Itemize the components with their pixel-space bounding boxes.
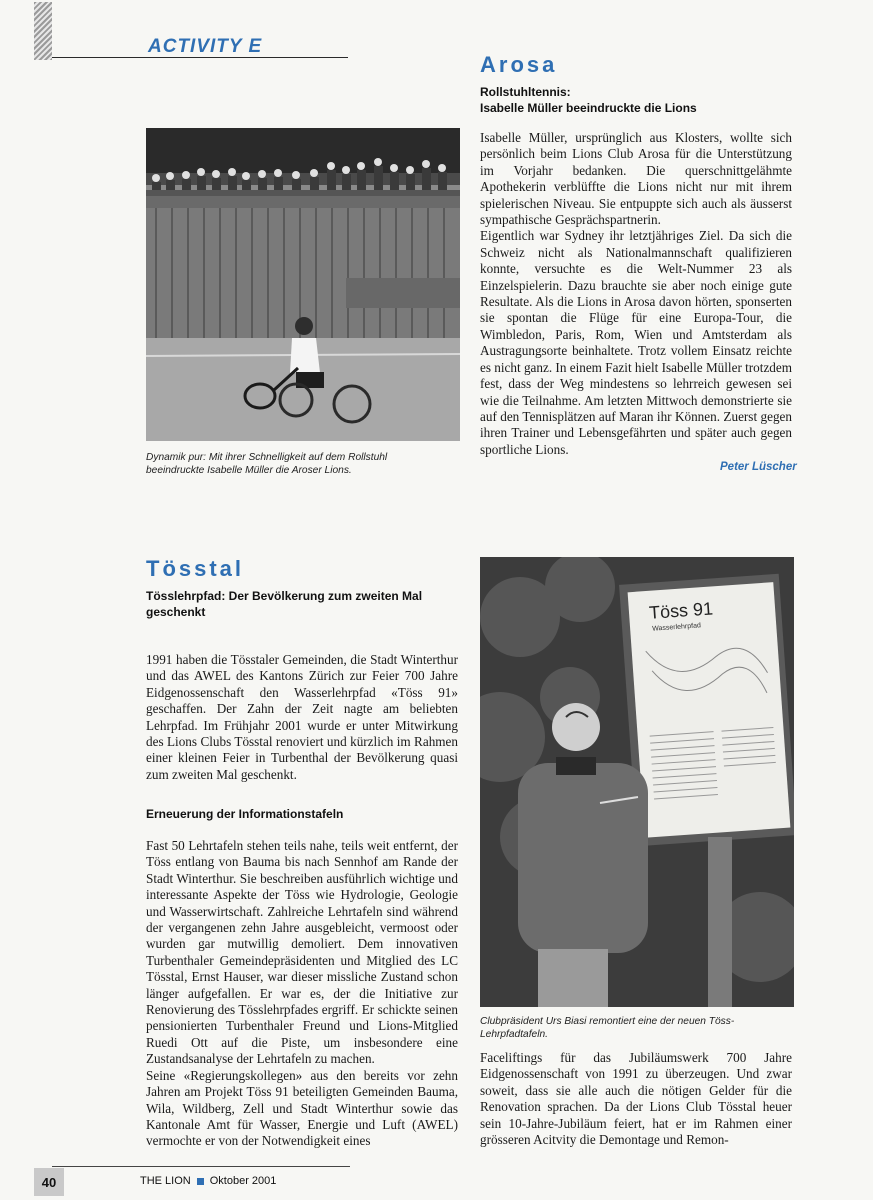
wheelchair-tennis-illustration (146, 128, 460, 441)
toesstal-continuation (480, 1050, 792, 1148)
sign-repair-illustration (480, 557, 794, 1007)
footer (140, 1175, 276, 1187)
square-bullet-icon (197, 1178, 204, 1185)
arosa-paragraph-1: Isabelle Müller, ursprünglich aus Klosters, wollte sich persönlich beim Lions Club Arosa für die Unterstützung im Vorjahr bedanken. Die querschnittgelähmte Apothekerin verblüffte die Lions nicht nur mit ihrem spielerischen Niveau. Sie entpuppte sich auch als äusserst sympathische Gesprächspartnerin. (480, 130, 792, 228)
toesstal-intro-paragraph: 1991 haben die Tösstaler Gemeinden, die Stadt Winterthur und das AWEL des Kantons Zürich zur Feier 700 Jahre Eidgenossenschaft den Wasserlehrpfad «Töss 91» geschaffen. Der Zahn der Zeit nagte am beliebten Lehrpfad. Im Frühjahr 2001 wurde er unter Mitwirkung des Lions Clubs Tösstal renoviert und kürzlich im Rahmen einer kleinen Feier in Turbenthal der Bevölkerung quasi zum zweiten Mal geschenkt. (146, 652, 458, 782)
arosa-subtitle-line2: Isabelle Müller beeindruckte die Lions (480, 101, 697, 115)
toesstal-continuation-paragraph: Faceliftings für das Jubiläumswerk 700 Jahre Eidgenossenschaft von 1991 zu überzeugen. Und zwar soweit, dass sie alle auch die nötigen Gelder für die Renovation sprachen. Da der Lions Club Tösstal heuer sein 10-Jahre-Jubiläum feiert, hat er im Rahmen einer grösseren Acitvity die Demontage und Remon- (480, 1050, 792, 1148)
arosa-body (480, 130, 792, 458)
arosa-paragraph-2: Eigentlich war Sydney ihr letztjähriges Ziel. Da sich die Schweiz nicht als Nationalmannschaft qualifizieren konnte, versuchte es die Welt-Nummer 23 als Einzelspielerin. Dazu brauchte sie aber noch einige gute Resultate. Als die Lions in Arosa davon hörten, sponserten sie spontan die Flüge für eine Europa-Tour, die Wimbledon, Paris, Rom, Wien und Amtsterdam als Austragungsorte beinhaltete. Trotz vollem Einsatz reichte es nicht ganz. In einem Fazit hielt Isabelle Müller trotzdem fest, dass der Weg mindestens so lehrreich gewesen sei wie die Teilnahme. Am letzten Mittwoch demonstrierte sie auf den Tennisplätzen auf Maran ihr Können. Zuerst gegen ihren Trainer und Lebensgefährten und später auch gegen sportliche Lions. (480, 228, 792, 457)
arosa-photo-caption: Dynamik pur: Mit ihrer Schnelligkeit auf dem Rollstuhl beeindruckte Isabelle Müller die Aroser Lions. (146, 452, 388, 476)
page-number: 40 (34, 1168, 64, 1196)
magazine-name: THE LION (140, 1175, 191, 1187)
footer-rule (52, 1166, 350, 1167)
header-rule (52, 57, 348, 58)
toesstal-photo (480, 557, 794, 1007)
toesstal-intro (146, 652, 458, 783)
toesstal-paragraph-1: Fast 50 Lehrtafeln stehen teils nahe, teils weit entfernt, der Töss entlang von Bauma bis nach Sennhof am Rande der Stadt Winterthur. Sie beschreiben ausführlich wichtige und interessante Aspekte der Töss wie Hydrologie, Geologie und Wasserwirtschaft. Zahlreiche Lehrtafeln sind während der vergangenen zehn Jahre ausgebleicht, vermoost oder wurden gar mutwillig demoliert. Dem innovativen Turbenthaler Gemeindepräsidenten und Mitglied des LC Tösstal, Ernst Hauser, war dieser missliche Zustand schon länger aufgefallen. Er war es, der die Initiative zur Renovierung des Tösslehrpfades ergriff. Er schickte seinen pensionierten Turbenthaler Freund und Lions-Mitglied Ruedi Ott auf die Piste, um insbesondere eine Zustandsanalyse der Lehrtafeln zu machen. (146, 838, 458, 1067)
sign-title: Töss 91 (648, 598, 714, 623)
toesstal-body (146, 838, 458, 1150)
toesstal-paragraph-2: Seine «Regierungskollegen» aus den bereits vor zehn Jahren am Projekt Töss 91 beteiligten Gemeinden Bauma, Wila, Wildberg, Zell und Stadt Winterthur sowie das Kantonale Amt für Wasser, Energie und Luft (AWEL) vermochte er von der Notwendigkeit eines (146, 1067, 458, 1149)
toesstal-subheading: Erneuerung der Informationstafeln (146, 807, 344, 821)
arosa-heading: Arosa (480, 52, 558, 77)
toesstal-photo-caption: Clubpräsident Urs Biasi remontiert eine der neuen Töss-Lehrpfadtafeln. (480, 1016, 735, 1040)
sign-subtitle: Wasserlehrpfad (651, 622, 702, 633)
section-tag: ACTIVITY E (148, 36, 263, 57)
arosa-subtitle-line1: Rollstuhltennis: (480, 85, 571, 99)
toesstal-subtitle: Tösslehrpfad: Der Bevölkerung zum zweiten Mal geschenkt (146, 589, 423, 619)
toesstal-heading: Tösstal (146, 556, 245, 581)
arosa-photo (146, 128, 460, 441)
issue-date: Oktober 2001 (209, 1175, 277, 1187)
arosa-author: Peter Lüscher (720, 461, 797, 473)
header-stripe-decoration (34, 2, 52, 60)
